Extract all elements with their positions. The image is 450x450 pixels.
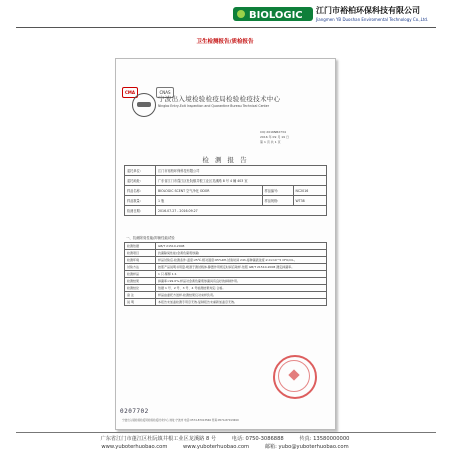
report-meta xyxy=(260,130,330,145)
certificate-title: 卫生检测报告/质检报告 xyxy=(196,39,254,45)
result-label: 检测结论 xyxy=(125,285,156,292)
header-divider xyxy=(16,27,436,28)
info-label: 委托单位: xyxy=(125,166,156,176)
result-label: 检测样品 xyxy=(125,271,156,278)
result-value: 1 只,稀释 1:1 xyxy=(156,271,327,278)
table-row xyxy=(125,285,327,292)
info-label: 样品数量: xyxy=(125,196,156,206)
info-value: 江门市裕柏环保科技有限公司 xyxy=(156,166,327,176)
table-row xyxy=(125,250,327,257)
seal-ring-icon xyxy=(278,360,310,392)
table-row xyxy=(125,271,327,278)
info-value: WT38 xyxy=(293,196,326,206)
result-value: 抗菌除臭性能(金黄色葡萄球菌) xyxy=(156,250,327,257)
result-value: 样品试验后,检测条件:温度:25℃,相对湿度:65%RH,试验时间 24h,接种菌液浓度:2.0×10^5 CFU/mL。 xyxy=(156,257,327,264)
footer-fax: 传真: 13580000000 xyxy=(299,436,350,442)
sample-info-table xyxy=(124,165,327,216)
table-row xyxy=(125,257,327,264)
info-value: 2016.07.27 - 2016.09.27 xyxy=(156,206,327,216)
footer-web-row xyxy=(0,443,450,450)
result-label: 检测项目 xyxy=(125,250,156,257)
footer-contact-row xyxy=(0,435,450,442)
results-table xyxy=(124,242,327,306)
company-name-cn: 江门市裕柏环保科技有限公司 xyxy=(316,5,420,15)
report-title: 检 测 报 告 xyxy=(202,156,249,164)
report-number: CIQ 2016NB2734 xyxy=(260,130,286,134)
table-row xyxy=(125,299,327,306)
footer-address: 广东省江门市蓬江区杜阮镇井根工业区龙溪路 8 号 xyxy=(100,436,217,442)
info-value: NC2016 xyxy=(293,186,326,196)
table-row xyxy=(125,196,327,206)
table-row xyxy=(125,166,327,176)
company-logo xyxy=(233,4,313,24)
info-label: 检测日期: xyxy=(125,206,156,216)
table-row xyxy=(125,278,327,285)
table-row xyxy=(125,186,327,196)
cnas-badge: CNAS xyxy=(156,87,174,98)
result-value: 本报告未加盖检测专用章无效,复制报告未重新加盖章无效。 xyxy=(156,299,327,306)
table-row xyxy=(125,176,327,186)
footer-website-link[interactable]: www.yuboterhuobao.com xyxy=(101,444,168,450)
result-value: 依据 1 号、2 号、3 号、4 号检测结果判定:合格。 xyxy=(156,285,327,292)
report-serial-number: 0207702 xyxy=(120,408,149,415)
result-label: 试验方法 xyxy=(125,264,156,271)
footer-website-link-2[interactable]: www.yuboterhuobao.com xyxy=(183,444,250,450)
company-name-en: Jiangmen YB Duoshan Enviromental Technology Co.,Ltd. xyxy=(316,17,429,22)
agency-name-en: Ningbo Entry-Exit Inspection and Quarantine Bureau Technical Center xyxy=(158,104,270,108)
table-row xyxy=(125,206,327,216)
result-label: 检测环境 xyxy=(125,257,156,264)
info-value: 1 瓶 xyxy=(156,196,263,206)
result-label: 检测结果 xyxy=(125,278,156,285)
page-header xyxy=(0,0,450,26)
table-row xyxy=(125,292,327,299)
cma-badge: CMA xyxy=(122,87,138,98)
result-label: 说 明 xyxy=(125,299,156,306)
agency-emblem-icon xyxy=(132,93,156,117)
info-label: 委托地址: xyxy=(125,176,156,186)
result-value: 样品由委托方送样,检测结果仅对来样负责。 xyxy=(156,292,327,299)
report-date: 2016 年 09 月 19 日 xyxy=(260,135,290,139)
logo-text: BIOLOGIC xyxy=(249,10,303,21)
info-value: BIOLOGIC SCENT 空气净化 ODOR xyxy=(156,186,263,196)
info-label: 样品编号: xyxy=(262,186,293,196)
table-row xyxy=(125,243,327,250)
test-report-document xyxy=(115,58,336,430)
result-value: 抑菌率>99.0%,样品对金黄色葡萄球菌具有良好的抑制作用。 xyxy=(156,278,327,285)
info-label: 样品名称: xyxy=(125,186,156,196)
table-row xyxy=(125,264,327,271)
info-value: 广东省江门市蓬江区杜阮镇井根工业区龙溪路 8 号 4 幢 403 室 xyxy=(156,176,327,186)
footer-divider xyxy=(16,432,436,433)
report-page: 第 1 页 共 1 页 xyxy=(260,140,281,144)
section-title: 一、抗菌除臭性能/抑菌性能试验 xyxy=(126,236,175,240)
agency-name-cn: 宁波出入境检验检疫局检验检疫技术中心 xyxy=(158,95,281,103)
result-label: 备 注 xyxy=(125,292,156,299)
result-value: GB/T 21510-2008 xyxy=(156,243,327,250)
result-label: 检测依据 xyxy=(125,243,156,250)
footer-email[interactable]: 邮箱: yubo@yuboterhuobao.com xyxy=(264,444,349,450)
result-value: 按照产品说明书用量,喷洒于测试载体,静置作用规定时间后取样,依照 GB/T 21510-2008 测定抑菌率。 xyxy=(156,264,327,271)
info-label: 样品规格: xyxy=(262,196,293,206)
report-footnote: 宁波出入境检验检疫局检验检疫技术中心 地址:宁波市 电话:0574-87013566 传真:0574-87013699 xyxy=(122,419,239,422)
footer-tel: 电话: 0750-3086888 xyxy=(231,436,284,442)
